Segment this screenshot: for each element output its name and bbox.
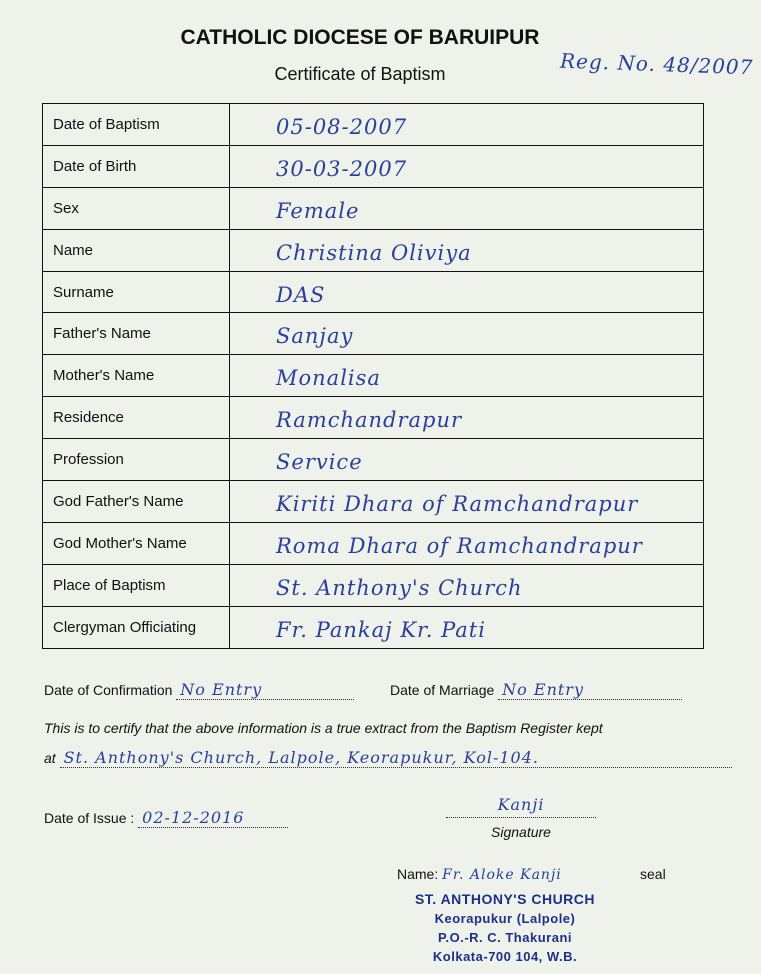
confirmation-value: No Entry [180, 680, 263, 699]
priest-name-value: Fr. Aloke Kanji [442, 867, 562, 883]
issue-date-line [44, 808, 288, 828]
field-label: God Father's Name [43, 481, 230, 523]
confirmation-label: Date of Confirmation [44, 682, 173, 698]
registration-number: Reg. No. 48/2007 [559, 48, 754, 80]
marriage-line [390, 680, 682, 700]
signature-scribble: Kanji [497, 795, 545, 814]
field-value: Female [276, 198, 360, 223]
field-value: DAS [276, 282, 326, 307]
stamp-line: ST. ANTHONY'S CHURCH [414, 891, 596, 907]
table-row [43, 439, 704, 481]
field-label: Date of Birth [43, 145, 230, 187]
register-location-value: St. Anthony's Church, Lalpole, Keorapukur, Kol-104. [63, 748, 539, 767]
table-row [43, 481, 704, 523]
signature-block [446, 795, 596, 840]
name-label: Name: [397, 866, 439, 882]
issue-date-value: 02-12-2016 [142, 808, 245, 827]
field-value-cell [230, 187, 704, 229]
table-row [43, 397, 704, 439]
field-label: Father's Name [43, 313, 230, 355]
field-value: 05-08-2007 [276, 114, 408, 139]
field-value-cell [230, 229, 704, 271]
issue-label: Date of Issue : [44, 810, 135, 826]
table-row [43, 187, 704, 229]
field-value: Ramchandrapur [276, 408, 463, 433]
field-value-cell [230, 313, 704, 355]
field-value-cell [230, 397, 704, 439]
certificate-subtitle: Certificate of Baptism [274, 64, 446, 84]
field-label: God Mother's Name [43, 522, 230, 564]
table-row [43, 522, 704, 564]
field-value-cell [230, 104, 704, 146]
field-label: Place of Baptism [43, 564, 230, 606]
confirmation-line [44, 680, 354, 700]
church-stamp [400, 890, 610, 966]
marriage-label: Date of Marriage [390, 682, 495, 698]
field-value: Sanjay [276, 324, 354, 349]
priest-name-line [397, 866, 562, 883]
field-value: Roma Dhara of Ramchandrapur [276, 533, 643, 558]
field-label: Name [43, 229, 230, 271]
table-row [43, 313, 704, 355]
field-value: Service [276, 450, 363, 475]
field-value: Fr. Pankaj Kr. Pati [276, 617, 486, 642]
field-label: Surname [43, 271, 230, 313]
field-value: St. Anthony's Church [276, 575, 523, 600]
table-row [43, 145, 704, 187]
field-label: Profession [43, 439, 230, 481]
register-location-line [44, 748, 732, 768]
field-value-cell [230, 606, 704, 648]
field-label: Date of Baptism [43, 104, 230, 146]
table-row [43, 271, 704, 313]
signature-dotted-line [446, 815, 596, 818]
baptism-details-table [42, 103, 704, 649]
stamp-line: Kolkata-700 104, W.B. [432, 949, 578, 964]
field-value: 30-03-2007 [276, 156, 408, 181]
field-value: Christina Oliviya [276, 240, 472, 265]
stamp-line: P.O.-R. C. Thakurani [437, 930, 572, 945]
field-label: Clergyman Officiating [43, 606, 230, 648]
field-value-cell [230, 145, 704, 187]
field-value-cell [230, 355, 704, 397]
stamp-line: Keorapukur (Lalpole) [434, 911, 576, 926]
seal-label: seal [640, 866, 666, 882]
diocese-title: CATHOLIC DIOCESE OF BARUIPUR [180, 26, 540, 49]
field-label: Residence [43, 397, 230, 439]
field-value: Monalisa [276, 366, 381, 391]
field-label: Sex [43, 187, 230, 229]
field-value: Kiriti Dhara of Ramchandrapur [276, 491, 639, 516]
field-value-cell [230, 439, 704, 481]
field-label: Mother's Name [43, 355, 230, 397]
table-row [43, 355, 704, 397]
table-row [43, 564, 704, 606]
at-label: at [44, 750, 56, 766]
field-value-cell [230, 481, 704, 523]
table-row [43, 606, 704, 648]
table-row [43, 229, 704, 271]
marriage-value: No Entry [502, 680, 584, 699]
field-value-cell [230, 271, 704, 313]
field-value-cell [230, 522, 704, 564]
signature-label: Signature [491, 824, 551, 840]
field-value-cell [230, 564, 704, 606]
certification-statement: This is to certify that the above information is a true extract from the Baptism Register kept [44, 720, 603, 736]
table-row [43, 104, 704, 146]
